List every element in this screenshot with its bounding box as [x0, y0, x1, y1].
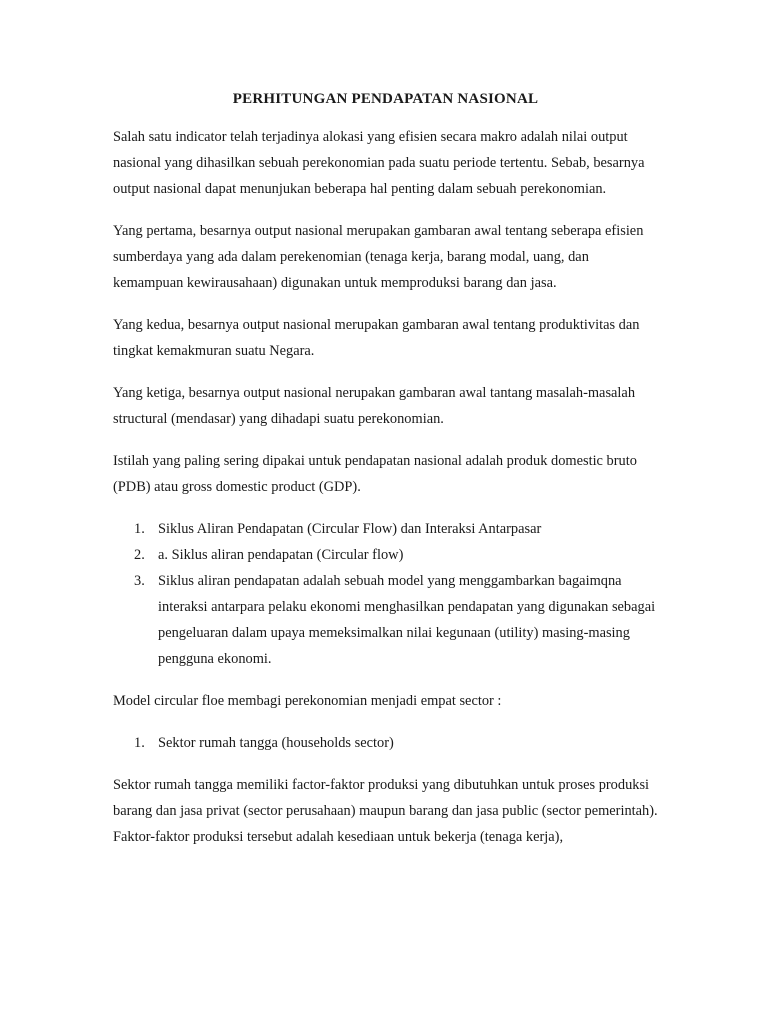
list-item-text: Siklus Aliran Pendapatan (Circular Flow) dan Interaksi Antarpasar	[158, 521, 542, 537]
paragraph-ketiga: Yang ketiga, besarnya output nasional nerupakan gambaran awal tantang masalah-masalah structural (mendasar) yang dihadapi suatu perekonomian.	[113, 385, 636, 427]
numbered-list-sectors	[113, 730, 658, 756]
paragraph-model: Model circular floe membagi perekonomian menjadi empat sector :	[113, 693, 502, 709]
paragraph-kedua: Yang kedua, besarnya output nasional merupakan gambaran awal tentang produktivitas dan tingkat kemakmuran suatu Negara.	[113, 317, 640, 359]
list-item	[113, 730, 658, 756]
document-page	[113, 88, 658, 866]
list-item	[113, 516, 658, 542]
list-number: 1.	[134, 521, 145, 537]
list-item	[113, 568, 658, 672]
document-title: PERHITUNGAN PENDAPATAN NASIONAL	[232, 91, 539, 107]
list-number: 3.	[134, 573, 145, 589]
paragraph-intro: Salah satu indicator telah terjadinya alokasi yang efisien secara makro adalah nilai output nasional yang dihasilkan sebuah perekonomian pada suatu periode tertentu. Sebab, besarnya output nasional dapat menunjukan beberapa hal penting dalam sebuah perekonomian.	[113, 129, 645, 197]
paragraph-sektor-rumah-tangga: Sektor rumah tangga memiliki factor-faktor produksi yang dibutuhkan untuk proses produksi barang dan jasa privat (sector perusahaan) maupun barang dan jasa public (sector pemerintah). Faktor-faktor produksi tersebut adalah kesediaan untuk bekerja (tenaga kerja),	[113, 777, 658, 845]
list-item-text: Sektor rumah tangga (households sector)	[158, 735, 394, 751]
paragraph-istilah: Istilah yang paling sering dipakai untuk pendapatan nasional adalah produk domestic bruto (PDB) atau gross domestic product (GDP).	[113, 453, 637, 495]
list-number: 1.	[134, 735, 145, 751]
list-number: 2.	[134, 547, 145, 563]
list-item	[113, 542, 658, 568]
paragraph-pertama: Yang pertama, besarnya output nasional merupakan gambaran awal tentang seberapa efisien sumberdaya yang ada dalam perekenomian (tenaga kerja, barang modal, uang, dan kemampuan kewirausahaan) digunakan untuk memproduksi barang dan jasa.	[113, 223, 644, 291]
list-item-text: a. Siklus aliran pendapatan (Circular flow)	[158, 547, 404, 563]
list-item-text: Siklus aliran pendapatan adalah sebuah model yang menggambarkan bagaimqna interaksi antarpara pelaku ekonomi menghasilkan pendapatan yang digunakan sebagai pengeluaran dalam upaya memeksimalkan nilai kegunaan (utility) masing-masing pengguna ekonomi.	[158, 573, 656, 667]
numbered-list-circular-flow	[113, 516, 658, 672]
